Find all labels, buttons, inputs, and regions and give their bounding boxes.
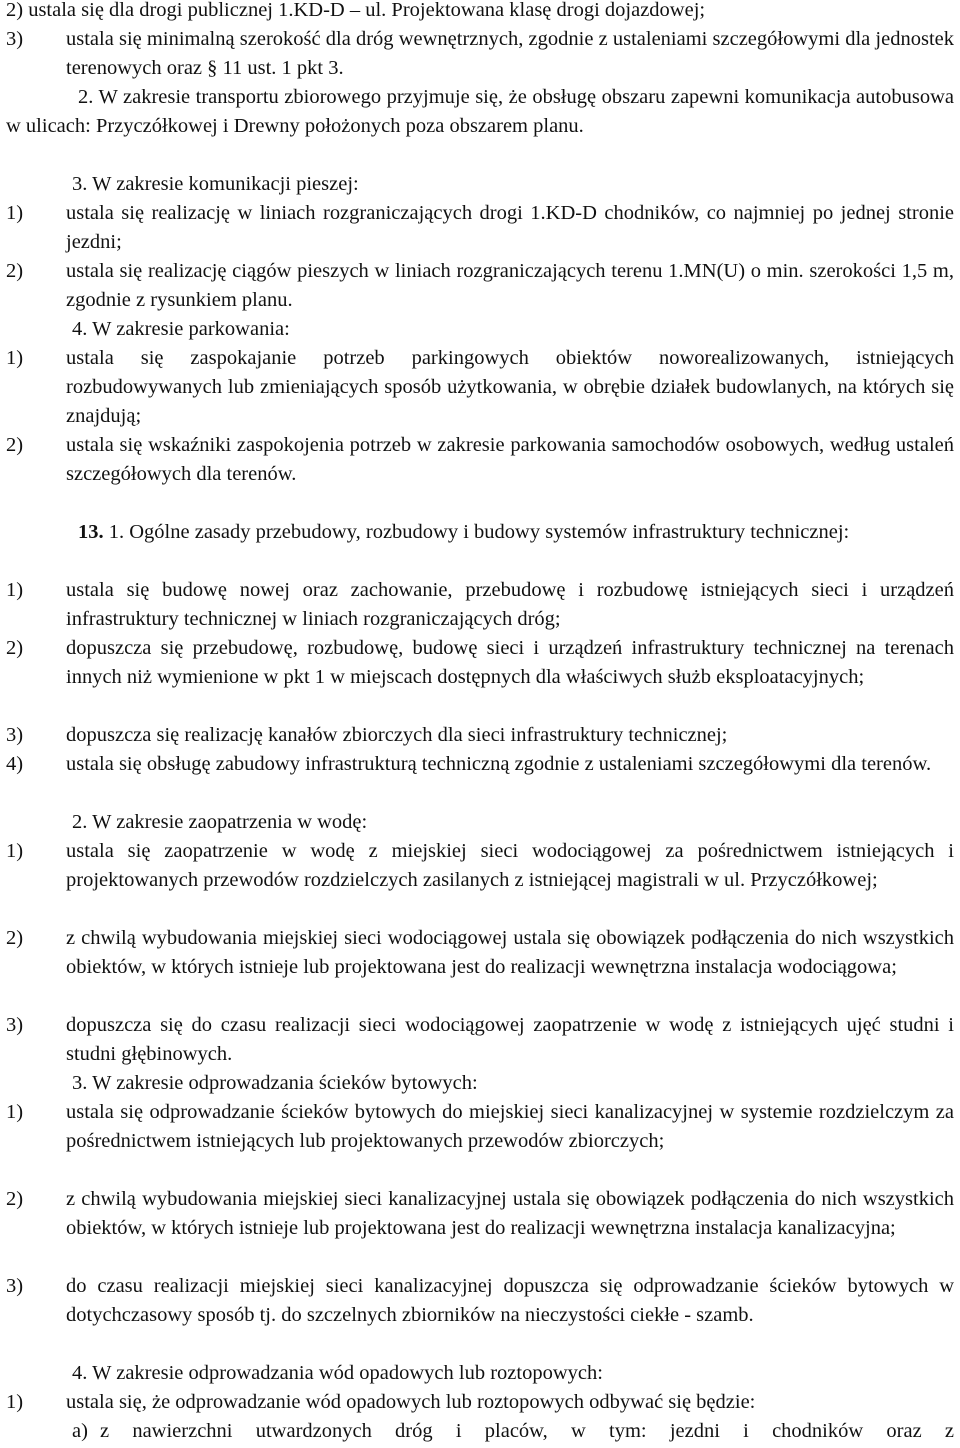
item-number: 1) bbox=[6, 1101, 24, 1123]
item-text: ustala się minimalną szerokość dla dróg wewnętrznych, zgodnie z ustaleniami szczegółowymi dla jednostek terenowych oraz § 11 ust. 1 pkt 3. bbox=[66, 28, 954, 79]
item-w4-1 bbox=[0, 1388, 960, 1417]
item-w3-1 bbox=[0, 1098, 960, 1156]
paragraph-13 bbox=[0, 518, 960, 547]
section-heading: 3. W zakresie komunikacji pieszej: bbox=[72, 173, 359, 195]
paragraph-number: 13. bbox=[78, 521, 104, 543]
section-2-transport bbox=[0, 83, 960, 141]
item-number: 2) bbox=[6, 927, 24, 949]
item-text: dopuszcza się realizację kanałów zbiorczych dla sieci infrastruktury technicznej; bbox=[66, 724, 728, 746]
paragraph-body: 1. Ogólne zasady przebudowy, rozbudowy i budowy systemów infrastruktury technicznej: bbox=[108, 521, 850, 543]
item-text: ustala się zaspokajanie potrzeb parkingowych obiektów noworealizowanych, istniejących rozbudowywanych lub zmieniających sposób użytkowania, w obrębie działek budowlanych, na których się znajdują; bbox=[66, 347, 954, 427]
item-13-4 bbox=[0, 750, 960, 779]
section-heading: 3. W zakresie odprowadzania ścieków bytowych: bbox=[72, 1072, 478, 1094]
item-text: ustala się, że odprowadzanie wód opadowych lub roztopowych odbywać się będzie: bbox=[66, 1391, 756, 1413]
item-13-3 bbox=[0, 721, 960, 750]
item-w3-2 bbox=[0, 1185, 960, 1243]
item-2 bbox=[0, 0, 960, 25]
item-text: z chwilą wybudowania miejskiej sieci wodociągowej ustala się obowiązek podłączenia do nich wszystkich obiektów, w których istnieje lub projektowana jest do realizacji wewnętrzna instalacja wodociągowa; bbox=[66, 927, 954, 978]
section-heading: 4. W zakresie parkowania: bbox=[72, 318, 290, 340]
section-sewage-heading bbox=[0, 1069, 960, 1098]
item-w4-1a bbox=[0, 1417, 960, 1446]
section-3-heading bbox=[0, 170, 960, 199]
item-text: ustala się zaopatrzenie w wodę z miejskiej sieci wodociągowej za pośrednictwem istniejących i projektowanych przewodów rozdzielczych zasilanych z istniejącej magistrali w ul. Przyczółkowej; bbox=[66, 840, 954, 891]
item-text: dopuszcza się przebudowę, rozbudowę, budowę sieci i urządzeń infrastruktury technicznej na terenach innych niż wymienione w pkt 1 w miejscach dostępnych dla właściwych służb eksploatacyjnych; bbox=[66, 637, 954, 688]
item-text: ustala się budowę nowej oraz zachowanie, przebudowę i rozbudowę istniejących sieci i urządzeń infrastruktury technicznej w liniach rozgraniczających dróg; bbox=[66, 579, 954, 630]
item-text: ustala się realizację w liniach rozgraniczających drogi 1.KD-D chodników, co najmniej po jednej stronie jezdni; bbox=[66, 202, 954, 253]
item-text: ustala się wskaźniki zaspokojenia potrzeb w zakresie parkowania samochodów osobowych, według ustaleń szczegółowych dla terenów. bbox=[66, 434, 954, 485]
item-number: 2) bbox=[6, 1188, 24, 1210]
item-number: 3) bbox=[6, 28, 24, 50]
item-text: ustala się realizację ciągów pieszych w liniach rozgraniczających terenu 1.MN(U) o min. szerokości 1,5 m, zgodnie z rysunkiem planu. bbox=[66, 260, 954, 311]
item-number: 3) bbox=[6, 1014, 24, 1036]
item-number: 2) bbox=[6, 637, 24, 659]
item-3 bbox=[0, 25, 960, 83]
item-text: ustala się odprowadzanie ścieków bytowych do miejskiej sieci kanalizacyjnej w systemie rozdzielczym za pośrednictwem istniejących lub projektowanych przewodów zbiorczych; bbox=[66, 1101, 954, 1152]
item-text: ustala się obsługę zabudowy infrastrukturą techniczną zgodnie z ustaleniami szczegółowymi dla terenów. bbox=[66, 753, 932, 775]
item-4-1 bbox=[0, 344, 960, 431]
subitem-letter: a) bbox=[72, 1420, 88, 1442]
item-number: 1) bbox=[6, 579, 24, 601]
paragraph-text bbox=[0, 518, 954, 547]
item-3-2 bbox=[0, 257, 960, 315]
section-text: 2. W zakresie transportu zbiorowego przyjmuje się, że obsługę obszaru zapewni komunikacja autobusowa w ulicach: Przyczółkowej i Drewny położonych poza obszarem planu. bbox=[6, 86, 954, 137]
item-number: 1) bbox=[6, 347, 24, 369]
item-number: 3) bbox=[6, 724, 24, 746]
item-number: 2) bbox=[6, 260, 24, 282]
item-w2-1 bbox=[0, 837, 960, 895]
item-number: 3) bbox=[6, 1275, 24, 1297]
section-rainwater-heading bbox=[0, 1359, 960, 1388]
section-water-heading bbox=[0, 808, 960, 837]
item-w3-3 bbox=[0, 1272, 960, 1330]
item-w2-2 bbox=[0, 924, 960, 982]
subitem-text: z nawierzchni utwardzonych dróg i placów, w tym: jezdni i chodników oraz z bbox=[100, 1420, 954, 1442]
item-text: z chwilą wybudowania miejskiej sieci kanalizacyjnej ustala się obowiązek podłączenia do nich wszystkich obiektów, w których istnieje lub projektowana jest do realizacji wewnętrzna instalacja kanalizacyjna; bbox=[66, 1188, 954, 1239]
item-text: 2) ustala się dla drogi publicznej 1.KD-D – ul. Projektowana klasę drogi dojazdowej; bbox=[6, 0, 706, 21]
item-number: 4) bbox=[6, 753, 24, 775]
item-4-2 bbox=[0, 431, 960, 489]
item-number: 1) bbox=[6, 840, 24, 862]
item-text: dopuszcza się do czasu realizacji sieci wodociągowej zaopatrzenie w wodę z istniejących ujęć studni i studni głębinowych. bbox=[66, 1014, 954, 1065]
item-3-1 bbox=[0, 199, 960, 257]
item-13-1 bbox=[0, 576, 960, 634]
section-heading: 4. W zakresie odprowadzania wód opadowych lub roztopowych: bbox=[72, 1362, 603, 1384]
section-4-heading bbox=[0, 315, 960, 344]
item-number: 1) bbox=[6, 202, 24, 224]
item-w2-3 bbox=[0, 1011, 960, 1069]
item-number: 1) bbox=[6, 1391, 24, 1413]
section-heading: 2. W zakresie zaopatrzenia w wodę: bbox=[72, 811, 368, 833]
item-text: do czasu realizacji miejskiej sieci kanalizacyjnej dopuszcza się odprowadzanie ścieków bytowych w dotychczasowy sposób tj. do szczelnych zbiorników na nieczystości ciekłe - szamb. bbox=[66, 1275, 954, 1326]
item-number: 2) bbox=[6, 434, 24, 456]
item-13-2 bbox=[0, 634, 960, 692]
